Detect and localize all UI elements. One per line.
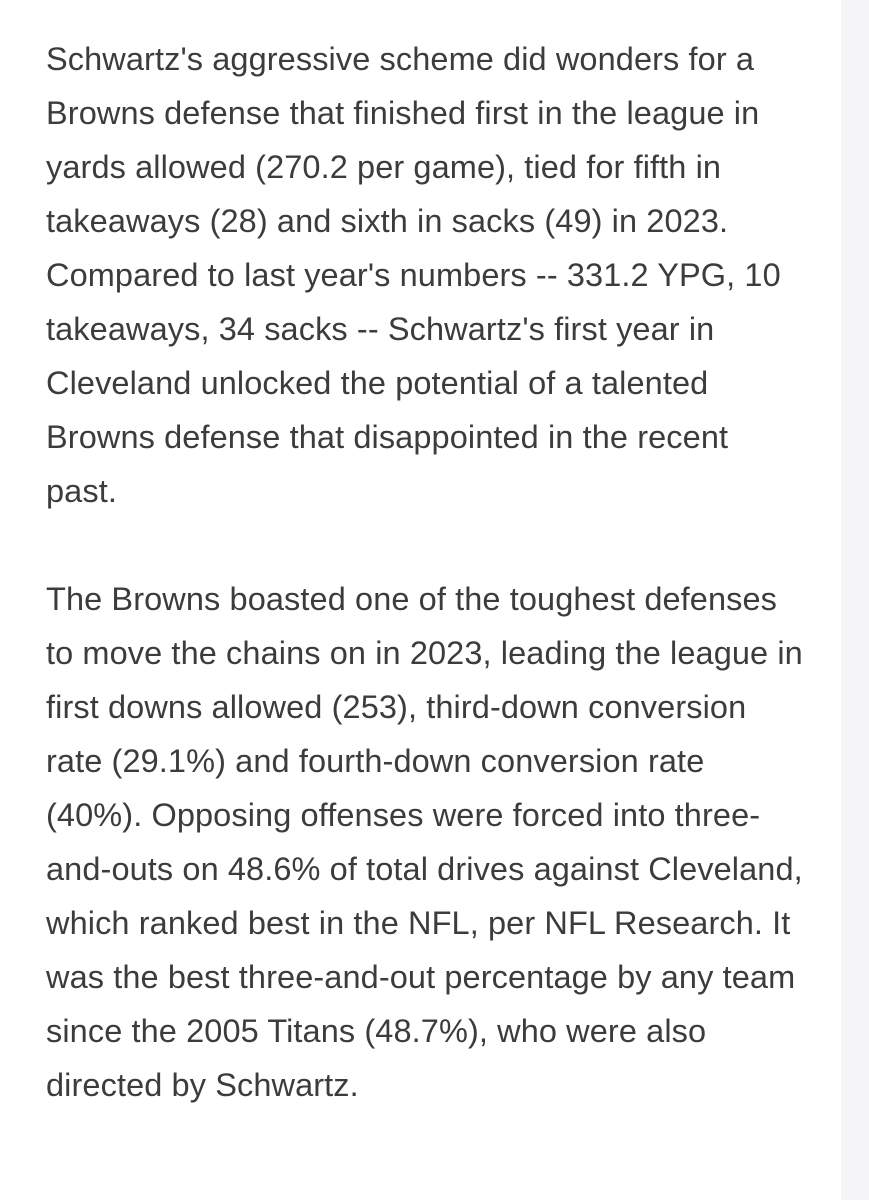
right-gutter xyxy=(841,0,869,1200)
article-paragraph-1: Schwartz's aggressive scheme did wonders for a Browns defense that finished first in the league in yards allowed (270.2 per game), tied for fifth in takeaways (28) and sixth in sacks (49) in 2023. Compared to last year's numbers -- 331.2 YPG, 10 takeaways, 34 sacks -- Schwartz's first year in Cleveland unlocked the potential of a talented Browns defense that disappointed in the recent past. xyxy=(46,41,781,509)
article-body xyxy=(46,32,806,1112)
article-paragraph-2: The Browns boasted one of the toughest defenses to move the chains on in 2023, leading the league in first downs allowed (253), third-down conversion rate (29.1%) and fourth-down conversion rate (40%). Opposing offenses were forced into three-and-outs on 48.6% of total drives against Cleveland, which ranked best in the NFL, per NFL Research. It was the best three-and-out percentage by any team since the 2005 Titans (48.7%), who were also directed by Schwartz. xyxy=(46,581,803,1103)
